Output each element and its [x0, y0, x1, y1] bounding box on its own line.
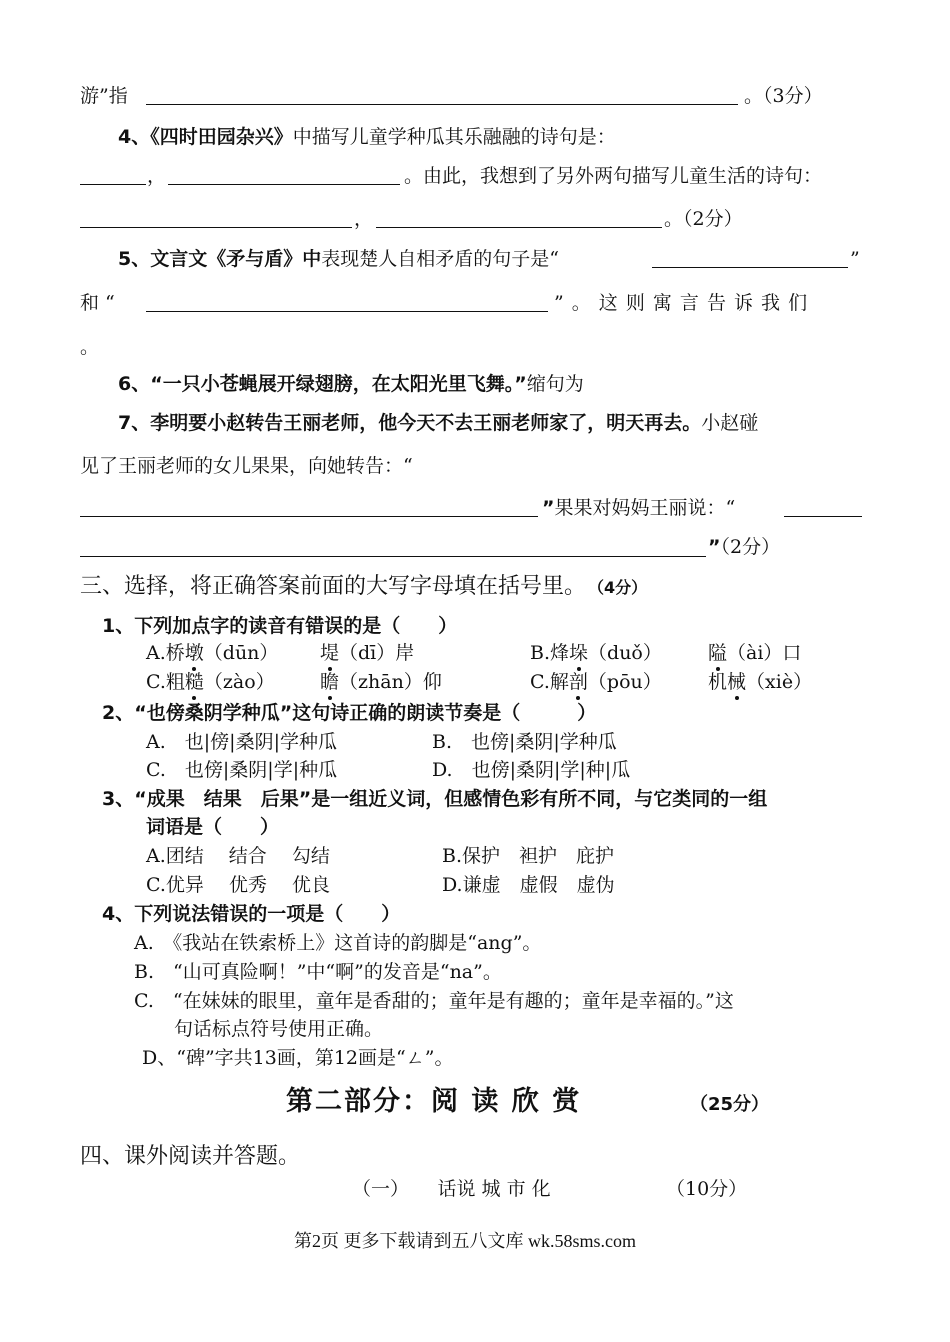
- q1-d-pre: C.解: [530, 671, 569, 693]
- q3-answer-blank[interactable]: [146, 104, 738, 105]
- sec3-q1-stem: 1、下列加点字的读音有错误的是（ ）: [102, 615, 458, 637]
- q5-num: 5、: [118, 248, 151, 270]
- sec3-q4-b: B. “山可真险啊！”中“啊”的发音是“na”。: [134, 961, 502, 983]
- sec3-q2-c: C. 也傍|桑阴|学|种瓜: [146, 759, 338, 781]
- q7-blank-1[interactable]: [80, 516, 538, 517]
- q7-bold: 李明要小赵转告王丽老师，他今天不去王丽老师家了，明天再去。: [150, 412, 702, 434]
- sec4-score: （10分）: [666, 1178, 748, 1200]
- q7-line1: [118, 410, 758, 436]
- sec3-q1-a2: [320, 640, 414, 666]
- q7-blank-3[interactable]: [80, 556, 706, 557]
- q1-d-pinyin: （pōu）: [587, 671, 662, 693]
- sec3-q2-b: B. 也傍|桑阴|学种瓜: [432, 731, 617, 753]
- sec4-subtitle: （一） 话说 城 市 化: [352, 1178, 551, 1200]
- sec3-q4-d: D、“碑”字共13画，第12画是“ㄥ”。: [142, 1047, 454, 1069]
- q4-num: 4、: [118, 126, 151, 148]
- q7-blank-2[interactable]: [784, 516, 862, 517]
- q7-close-2: [708, 534, 780, 560]
- sec3-q2-d: D. 也傍|桑阴|学|种|瓜: [432, 759, 631, 781]
- sec3-q4-c: C. “在妹妹的眼里，童年是香甜的；童年是有趣的；童年是幸福的。”这: [134, 990, 734, 1012]
- q7-num: 7、: [118, 412, 151, 434]
- q7-line2: 见了王丽老师的女儿果果，向她转告：“: [80, 455, 413, 477]
- q5-blank-2[interactable]: [146, 311, 548, 312]
- q5-end: 。: [80, 336, 100, 358]
- q5-text: 表现楚人自相矛盾的句子是“: [321, 248, 559, 270]
- sec3-title-text: 三、选择，将正确答案前面的大写字母填在括号里。: [80, 574, 587, 599]
- q1-c-pre: C.粗: [146, 671, 185, 693]
- sec4-title: 四、课外阅读并答题。: [80, 1144, 301, 1169]
- q1-a-dot-char: 墩: [184, 642, 204, 664]
- sec3-q1-b: [530, 640, 662, 666]
- sec3-q3-b: B.保护 袒护 庇护: [442, 845, 615, 867]
- q6-text: 缩句为: [526, 373, 584, 395]
- q5-line1: [118, 246, 559, 272]
- sec3-q4-stem: 4、下列说法错误的一项是（ ）: [102, 903, 401, 925]
- q1-b-dot-char: 垛: [569, 642, 589, 664]
- q6-num: 6、: [118, 373, 151, 395]
- q5-lead: 文言文《矛与盾》中: [150, 248, 322, 270]
- q1-a2-dot-char: 堤: [320, 642, 340, 664]
- sec3-q3-c: C.优异 优秀 优良: [146, 874, 330, 896]
- q4-end: 。（2分）: [664, 208, 743, 230]
- q1-c-pinyin: （zào）: [203, 671, 275, 693]
- page-footer: 第2页 更多下载请到五八文库 wk.58sms.com: [294, 1231, 636, 1251]
- q1-c-dot-char: 糙: [184, 671, 204, 693]
- sec3-q1-c2: [320, 669, 442, 695]
- sec3-q1-a: [146, 640, 278, 666]
- q1-d2-pinyin: （xiè）: [746, 671, 813, 693]
- q7-mid: 果果对妈妈王丽说：“: [554, 497, 736, 519]
- q3-suffix: 。（3分）: [744, 85, 823, 107]
- q1-d-dot-char: 剖: [568, 671, 588, 693]
- q4-title: 《四时田园杂兴》: [150, 126, 293, 148]
- sec3-title: [80, 573, 647, 602]
- q7-close-1: [542, 495, 735, 521]
- q3-prefix: 游”指: [80, 85, 128, 107]
- q7-close1: ”: [542, 497, 555, 519]
- sec3-score: （4分）: [596, 578, 648, 597]
- sec3-q3-stem: 3、“成果 结果 后果”是一组近义词，但感情色彩有所不同，与它类同的一组: [102, 788, 768, 810]
- q1-c2-dot-char: 瞻: [320, 671, 340, 693]
- sec3-q2-stem: 2、“也傍桑阴学种瓜”这句诗正确的朗读节奏是（ ）: [102, 702, 597, 724]
- q7-score: （2分）: [720, 536, 781, 558]
- sec3-q3-stem2: 词语是（ ）: [146, 816, 280, 838]
- part2-title: 第二部分：阅 读 欣 赏: [286, 1086, 582, 1117]
- q1-b-pinyin: （duǒ）: [588, 642, 662, 664]
- sec3-q1-d2: [708, 669, 812, 695]
- q4-text: 中描写儿童学种瓜其乐融融的诗句是：: [292, 126, 616, 148]
- sec3-q3-a: A.团结 结合 勾结: [146, 845, 330, 867]
- q6-quote: “一只小苍蝇展开绿翅膀，在太阳光里飞舞。”: [150, 373, 527, 395]
- q4-blank-3[interactable]: [80, 227, 352, 228]
- q1-b2-pinyin: （ài）口: [727, 642, 802, 664]
- q4-line1: [118, 124, 616, 150]
- q4-comma-1: ，: [147, 165, 167, 187]
- q5-close: ”: [850, 248, 860, 270]
- q1-a-pinyin: （dūn）: [203, 642, 279, 664]
- q1-a-pre: A.桥: [146, 642, 185, 664]
- q5-tail: ” 。 这 则 寓 言 告 诉 我 们: [554, 292, 809, 314]
- q4-mid: 。由此，我想到了另外两句描写儿童生活的诗句：: [404, 165, 823, 187]
- q4-comma-2: ，: [354, 208, 374, 230]
- q1-b2-dot-char: 隘: [708, 642, 728, 664]
- q4-blank-1[interactable]: [80, 184, 146, 185]
- q7-tail: 小赵碰: [701, 412, 759, 434]
- part2-score: （25分）: [690, 1094, 770, 1115]
- q1-d2-pre: 机: [708, 671, 728, 693]
- q1-c2-pinyin: （zhān）仰: [339, 671, 442, 693]
- sec3-q1-b2: [708, 640, 801, 666]
- sec3-q1-d: [530, 669, 662, 695]
- sec3-q4-c2: 句话标点符号使用正确。: [174, 1018, 384, 1040]
- q4-blank-2[interactable]: [168, 184, 400, 185]
- q5-blank-1[interactable]: [652, 267, 848, 268]
- q1-a2-pinyin: （dī）岸: [339, 642, 415, 664]
- q1-b-pre: B.烽: [530, 642, 570, 664]
- sec3-q3-d: D.谦虚 虚假 虚伪: [442, 874, 615, 896]
- q7-close2: ”: [708, 536, 721, 558]
- q1-d2-dot-char: 械: [727, 671, 747, 693]
- q6-line: [118, 371, 584, 397]
- sec3-q2-a: A. 也|傍|桑阴|学种瓜: [146, 731, 337, 753]
- q5-he: 和 “: [80, 292, 115, 314]
- sec3-q4-a: A. 《我站在铁索桥上》这首诗的韵脚是“ang”。: [134, 932, 542, 954]
- q4-blank-4[interactable]: [376, 227, 662, 228]
- sec3-q1-c: [146, 669, 275, 695]
